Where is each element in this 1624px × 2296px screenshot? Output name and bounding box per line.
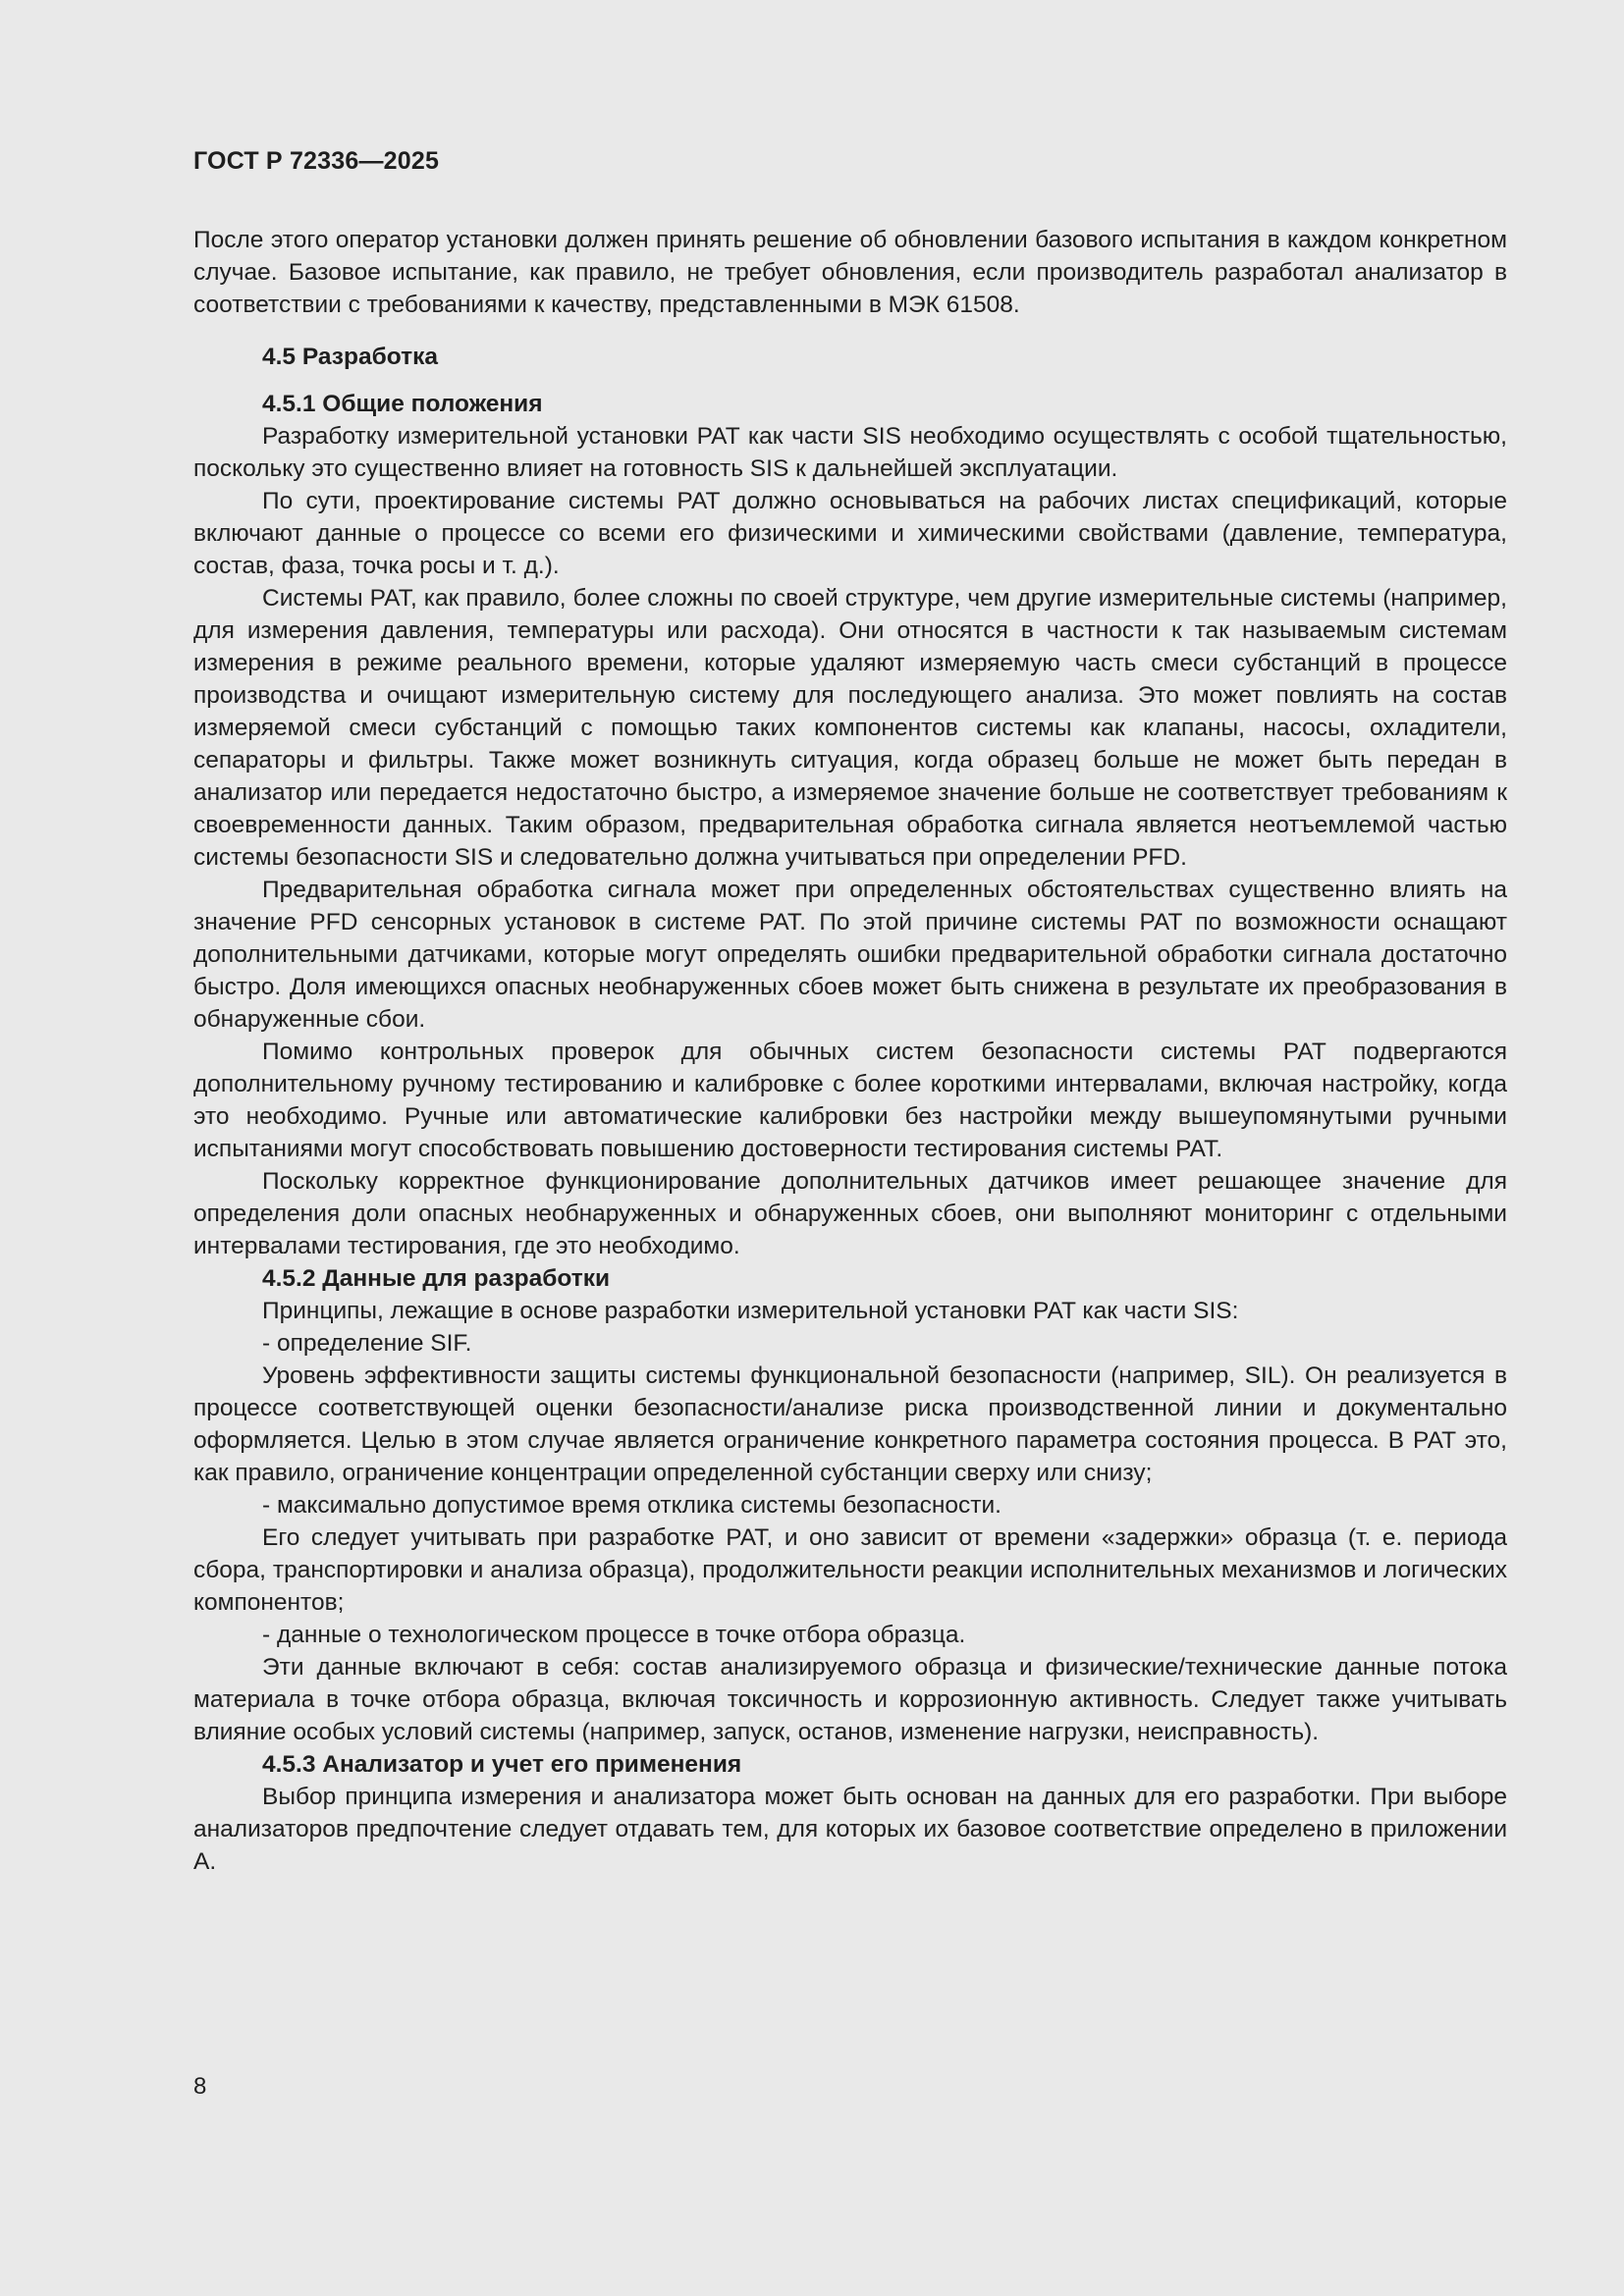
section-heading-4-5-1: 4.5.1 Общие положения — [262, 391, 543, 417]
paragraph: Принципы, лежащие в основе разработки измерительной установки PAT как части SIS: — [262, 1298, 1239, 1324]
list-item: - определение SIF. — [262, 1330, 472, 1357]
list-item: - данные о технологическом процессе в точке отбора образца. — [262, 1622, 966, 1648]
paragraph: Системы PAT, как правило, более сложны по своей структуре, чем другие измерительные системы (например, для измерения давления, температуры или расхода). Они относятся в частности к так называемым системам измерения в режиме реального времени, которые удаляют измеряемую часть смеси субстанций в процессе производства и очищают измерительную систему для последующего анализа. Это может повлиять на состав измеряемой смеси субстанций с помощью таких компонентов системы как клапаны, насосы, охладители, сепараторы и фильтры. Также может возникнуть ситуация, когда образец больше не может быть передан в анализатор или передается недостаточно быстро, а измеряемое значение больше не соответствует требованиям к своевременности данных. Таким образом, предварительная обработка сигнала является неотъемлемой частью системы безопасности SIS и следовательно должна учитываться при определении PFD. — [193, 585, 1507, 871]
paragraph: Уровень эффективности защиты системы функциональной безопасности (например, SIL). Он реализуется в процессе соответствующей оценки безопасности/анализе риска производственной линии и документально оформляется. Целью в этом случае является ограничение конкретного параметра состояния процесса. В PAT это, как правило, ограничение концентрации определенной субстанции сверху или снизу; — [193, 1362, 1507, 1486]
list-item: - максимально допустимое время отклика системы безопасности. — [262, 1492, 1001, 1519]
paragraph: Поскольку корректное функционирование дополнительных датчиков имеет решающее значение для определения доли опасных необнаруженных и обнаруженных сбоев, они выполняют мониторинг с отдельными интервалами тестирования, где это необходимо. — [193, 1168, 1507, 1259]
paragraph: Помимо контрольных проверок для обычных систем безопасности системы PAT подвергаются дополнительному ручному тестированию и калибровке с более короткими интервалами, включая настройку, когда это необходимо. Ручные или автоматические калибровки без настройки между вышеупомянутыми ручными испытаниями могут способствовать повышению достоверности тестирования системы PAT. — [193, 1039, 1507, 1162]
intro-paragraph: После этого оператор установки должен принять решение об обновлении базового испытания в каждом конкретном случае. Базовое испытание, как правило, не требует обновления, если производитель разработал анализатор в соответствии с требованиями к качеству, представленными в МЭК 61508. — [193, 227, 1507, 318]
paragraph: Эти данные включают в себя: состав анализируемого образца и физические/технические данные потока материала в точке отбора образца, включая токсичность и коррозионную активность. Следует также учитывать влияние особых условий системы (например, запуск, останов, изменение нагрузки, неисправность). — [193, 1654, 1507, 1745]
document-header: ГОСТ Р 72336—2025 — [193, 147, 440, 175]
document-body — [193, 224, 1507, 1878]
paragraph: Его следует учитывать при разработке PAT, и оно зависит от времени «задержки» образца (т. е. периода сбора, транспортировки и анализа образца), продолжительности реакции исполнительных механизмов и логических компонентов; — [193, 1524, 1507, 1616]
paragraph: Предварительная обработка сигнала может при определенных обстоятельствах существенно влиять на значение PFD сенсорных установок в системе PAT. По этой причине системы PAT по возможности оснащают дополнительными датчиками, которые могут определять ошибки предварительной обработки сигнала достаточно быстро. Доля имеющихся опасных необнаруженных сбоев может быть снижена в результате их преобразования в обнаруженные сбои. — [193, 877, 1507, 1033]
paragraph: По сути, проектирование системы PAT должно основываться на рабочих листах спецификаций, которые включают данные о процессе со всеми его физическими и химическими свойствами (давление, температура, состав, фаза, точка росы и т. д.). — [193, 488, 1507, 579]
section-heading-4-5: 4.5 Разработка — [262, 344, 438, 370]
paragraph: Разработку измерительной установки PAT как части SIS необходимо осуществлять с особой тщательностью, поскольку это существенно влияет на готовность SIS к дальнейшей эксплуатации. — [193, 423, 1507, 482]
page-number: 8 — [193, 2073, 207, 2100]
paragraph: Выбор принципа измерения и анализатора может быть основан на данных для его разработки. При выборе анализаторов предпочтение следует отдавать тем, для которых их базовое соответствие определено в приложении А. — [193, 1784, 1507, 1875]
section-heading-4-5-3: 4.5.3 Анализатор и учет его применения — [262, 1751, 742, 1778]
section-heading-4-5-2: 4.5.2 Данные для разработки — [262, 1265, 611, 1292]
